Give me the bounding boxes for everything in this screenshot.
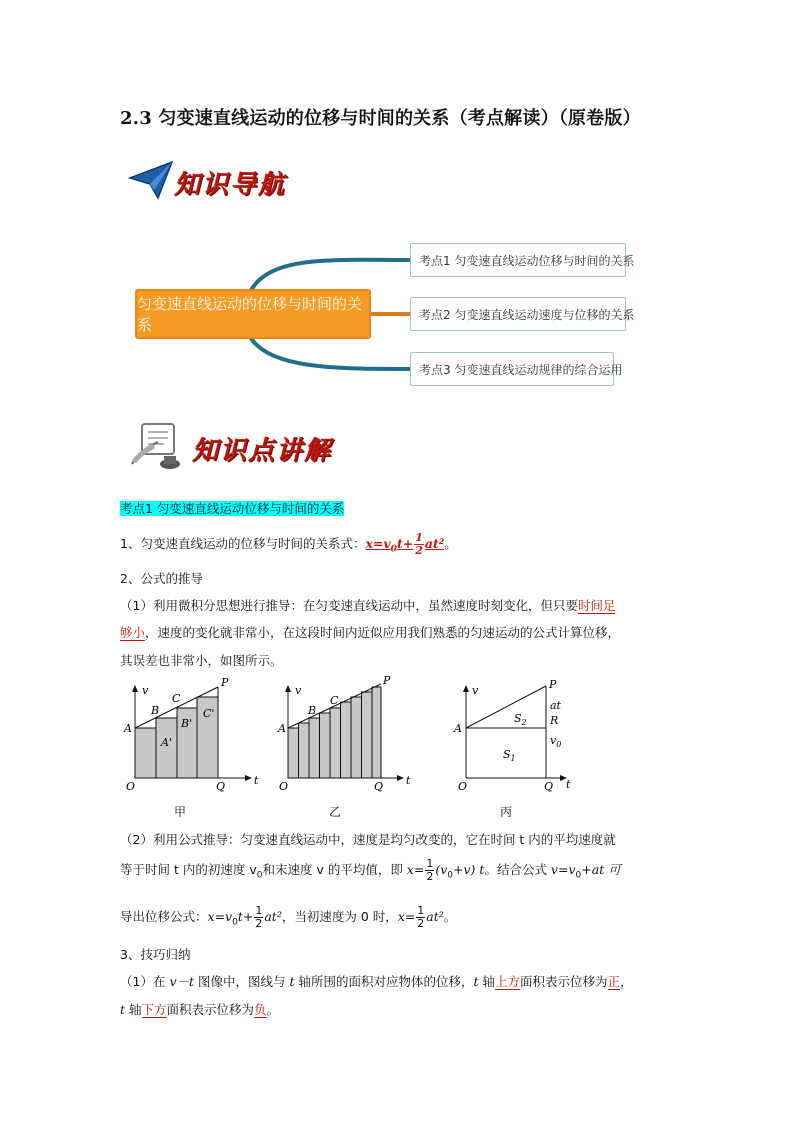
jia-label-t: t	[254, 774, 259, 787]
yi-label-A: A	[278, 722, 286, 735]
scroll-quill-icon	[128, 420, 184, 472]
para1-line2: 够小，速度的变化就非常小，在这段时间内近似应用我们熟悉的匀速运动的公式计算位移，	[120, 625, 621, 640]
section-heading: 考点1 匀变速直线运动位移与时间的关系	[120, 501, 345, 516]
jia-label-A: A	[124, 722, 132, 735]
para2-line1: （2）利用公式推导：匀变速直线运动中，速度是均匀改变的，它在时间 t 内的平均速度就	[120, 832, 616, 847]
caption-bing: 丙	[500, 805, 513, 819]
bing-label-S1: $S_1$	[503, 748, 516, 763]
para1-line1: （1）利用微积分思想进行推导：在匀变速直线运动中，虽然速度时刻变化，但只要时间足	[120, 598, 616, 613]
jia-label-C: C	[172, 692, 181, 705]
mindmap-center-node: 匀变速直线运动的位移与时间的关系	[135, 289, 371, 339]
para2-line2: 等于时间 t 内的初速度 $v_0$和末速度 v 的平均值，即 x= $\frac{1}{2}$ $(v_0+v)$ t。结合公式 $v=v_0+at$ 可	[120, 857, 621, 883]
para1-line3: 其误差也非常小，如图所示。	[120, 653, 283, 668]
yi-label-Q: Q	[374, 780, 384, 793]
yi-label-P: P	[383, 674, 391, 687]
branch-line-3	[250, 337, 410, 369]
yi-label-v: v	[295, 684, 302, 697]
mindmap-node-2: 考点2 匀变速直线运动速度与位移的关系	[410, 297, 626, 331]
item2-heading: 2、公式的推导	[120, 571, 203, 586]
mindmap-node-1: 考点1 匀变速直线运动位移与时间的关系	[410, 243, 626, 277]
jia-label-Bprime: B'	[181, 717, 193, 730]
bing-label-t: t	[566, 778, 571, 791]
figure-bing	[453, 678, 571, 793]
knowledge-banner-title: 知识点讲解	[192, 436, 333, 466]
bing-label-R: R	[550, 714, 559, 727]
bing-label-at: at	[550, 699, 561, 712]
para2-line3: 导出位移公式：$x=v_0t+$ $\frac{1}{2}$ at²，当初速度为 0 时，x= $\frac{1}{2}$ at²。	[120, 904, 457, 930]
nav-banner-title: 知识导航	[174, 170, 287, 200]
bing-label-A: A	[454, 722, 462, 735]
jia-label-Q: Q	[216, 780, 226, 793]
bing-label-v: v	[472, 684, 479, 697]
mindmap-connectors	[0, 0, 794, 420]
vt-figures	[118, 672, 598, 822]
page-title: 2.3 匀变速直线运动的位移与时间的关系（考点解读）（原卷版）	[120, 108, 641, 129]
caption-yi: 乙	[329, 805, 342, 819]
mindmap-node-3: 考点3 匀变速直线运动规律的综合运用	[410, 352, 614, 386]
jia-label-P: P	[221, 676, 229, 689]
yi-label-O: O	[279, 780, 289, 793]
jia-label-Aprime: A'	[161, 736, 172, 749]
figure-jia	[123, 676, 259, 793]
figure-yi	[277, 674, 411, 793]
jia-label-O: O	[126, 780, 136, 793]
jia-label-Cprime: C'	[203, 707, 215, 720]
jia-label-B: B	[151, 704, 160, 717]
yi-label-t: t	[406, 774, 411, 787]
bing-label-Q: Q	[544, 780, 554, 793]
yi-label-C: C	[330, 694, 339, 707]
item3-heading: 3、技巧归纳	[120, 947, 191, 962]
bing-label-S2: $S_2$	[514, 712, 527, 727]
caption-jia: 甲	[174, 805, 187, 819]
bing-label-P: P	[549, 678, 557, 691]
para3-line1: （1）在 v－t 图像中，图线与 t 轴所围的面积对应物体的位移，t 轴上方面积表示位移为正，	[120, 974, 633, 989]
item1-line: 1、匀变速直线运动的位移与时间的关系式：$x=v_0t+$ $\frac{1}{2}$ at²。	[120, 531, 457, 557]
yi-label-B: B	[308, 704, 317, 717]
branch-line-1	[250, 260, 410, 292]
bing-label-v0: $v_0$	[550, 734, 562, 749]
para3-line2: t 轴下方面积表示位移为负。	[120, 1002, 280, 1017]
jia-label-v: v	[142, 684, 149, 697]
bing-label-O: O	[458, 780, 468, 793]
